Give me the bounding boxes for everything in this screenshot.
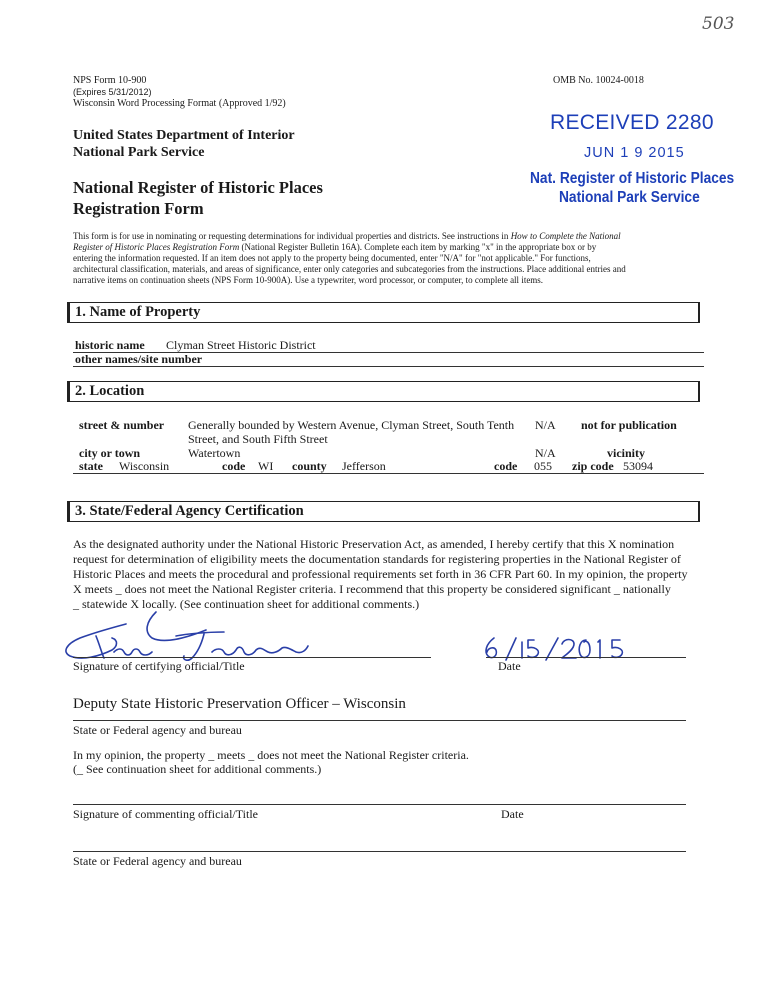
instructions-line-3: entering the information requested. If an item does not apply to the property being documented, enter "N/A" for "not applicable." For functions, bbox=[73, 253, 591, 263]
instructions-line-2: Register of Historic Places Registration Form (National Register Bulletin 16A). Complete each item by marking "x" in the appropriate box or by bbox=[73, 242, 597, 252]
city-label: city or town bbox=[79, 446, 141, 460]
agency-rule-1 bbox=[73, 720, 686, 721]
opinion-line-2: (_ See continuation sheet for additional comments.) bbox=[73, 762, 322, 776]
form-title: National Register of Historic Places bbox=[73, 178, 323, 197]
section-3-title: 3. State/Federal Agency Certification bbox=[75, 503, 304, 519]
agency-label-2: State or Federal agency and bureau bbox=[73, 854, 242, 868]
state-label: state bbox=[79, 459, 103, 473]
street-na: N/A bbox=[535, 418, 556, 432]
form-format: Wisconsin Word Processing Format (Approved 1/92) bbox=[73, 98, 286, 109]
form-expiry: (Expires 5/31/2012) bbox=[73, 87, 152, 97]
city-value: Watertown bbox=[188, 446, 241, 460]
page-number: 503 bbox=[702, 14, 735, 34]
location-rule bbox=[73, 473, 704, 474]
county-code-label: code bbox=[494, 459, 518, 473]
official-title: Deputy State Historic Preservation Officer – Wisconsin bbox=[73, 696, 406, 712]
certification-line-1: As the designated authority under the National Historic Preservation Act, as amended, I hereby certify that this X nomination bbox=[73, 537, 675, 551]
street-value-line2: Street, and South Fifth Street bbox=[188, 432, 328, 446]
state-code-label: code bbox=[222, 459, 246, 473]
county-value: Jefferson bbox=[342, 459, 386, 473]
other-names-rule bbox=[73, 366, 704, 367]
street-number-label: street & number bbox=[79, 418, 165, 432]
certification-line-5: _ statewide X locally. (See continuation sheet for additional comments.) bbox=[73, 597, 420, 611]
not-for-publication-label: not for publication bbox=[581, 418, 677, 432]
stamp-date: JUN 1 9 2015 bbox=[584, 145, 685, 161]
section-1-title: 1. Name of Property bbox=[75, 304, 201, 320]
instructions-line-1: This form is for use in nominating or requesting determinations for individual properties and districts. See instructions in How to Complete the National bbox=[73, 231, 621, 241]
state-value: Wisconsin bbox=[119, 459, 170, 473]
street-value-line1: Generally bounded by Western Avenue, Clyman Street, South Tenth bbox=[188, 418, 515, 432]
section-2-header bbox=[67, 381, 700, 402]
certifying-signature-label: Signature of certifying official/Title bbox=[73, 659, 245, 673]
opinion-line-1: In my opinion, the property _ meets _ does not meet the National Register criteria. bbox=[73, 748, 469, 762]
form-subtitle: Registration Form bbox=[73, 199, 204, 218]
instructions-line-5: narrative items on continuation sheets (NPS Form 10-900A). Use a typewriter, word processor, or computer, to complete all items. bbox=[73, 275, 544, 285]
form-number: NPS Form 10-900 bbox=[73, 75, 147, 86]
city-na: N/A bbox=[535, 446, 556, 460]
instructions-line-4: architectural classification, materials, and areas of significance, enter only categories and subcategories from the instructions. Place additional entries and bbox=[73, 264, 626, 274]
commenting-signature-label: Signature of commenting official/Title bbox=[73, 807, 258, 821]
agency-name: National Park Service bbox=[73, 145, 205, 160]
county-label: county bbox=[292, 459, 327, 473]
certification-line-4: X meets _ does not meet the National Register criteria. I recommend that this property be considered significant _ nationally bbox=[73, 582, 671, 596]
agency-label-1: State or Federal agency and bureau bbox=[73, 723, 242, 737]
state-code-value: WI bbox=[258, 459, 274, 473]
dept-name: United States Department of Interior bbox=[73, 128, 295, 143]
commenting-signature-rule bbox=[73, 804, 686, 805]
section-3-header bbox=[67, 501, 700, 522]
received-stamp: RECEIVED 2280 bbox=[550, 111, 714, 134]
section-2-title: 2. Location bbox=[75, 383, 145, 399]
historic-name-label: historic name bbox=[75, 338, 145, 352]
stamp-register: Nat. Register of Historic Places bbox=[530, 170, 735, 187]
omb-number: OMB No. 10024-0018 bbox=[553, 75, 644, 86]
zip-code-label: zip code bbox=[572, 459, 614, 473]
stamp-park-service: National Park Service bbox=[559, 189, 700, 206]
certification-line-2: request for determination of eligibility meets the documentation standards for registering properties in the National Register of bbox=[73, 552, 681, 566]
county-code-value: 055 bbox=[534, 459, 552, 473]
section-1-header bbox=[67, 302, 700, 323]
agency-rule-2 bbox=[73, 851, 686, 852]
zip-code-value: 53094 bbox=[623, 459, 653, 473]
other-names-label: other names/site number bbox=[75, 352, 203, 366]
vicinity-label: vicinity bbox=[607, 446, 645, 460]
historic-name-value: Clyman Street Historic District bbox=[166, 338, 316, 352]
certifying-date-rule bbox=[486, 657, 686, 658]
certification-line-3: Historic Places and meets the procedural and professional requirements set forth in 36 CFR Part 60. In my opinion, the property bbox=[73, 567, 688, 581]
certifying-signature-rule bbox=[73, 657, 431, 658]
certifying-date-label: Date bbox=[498, 659, 521, 673]
commenting-date-label: Date bbox=[501, 807, 524, 821]
